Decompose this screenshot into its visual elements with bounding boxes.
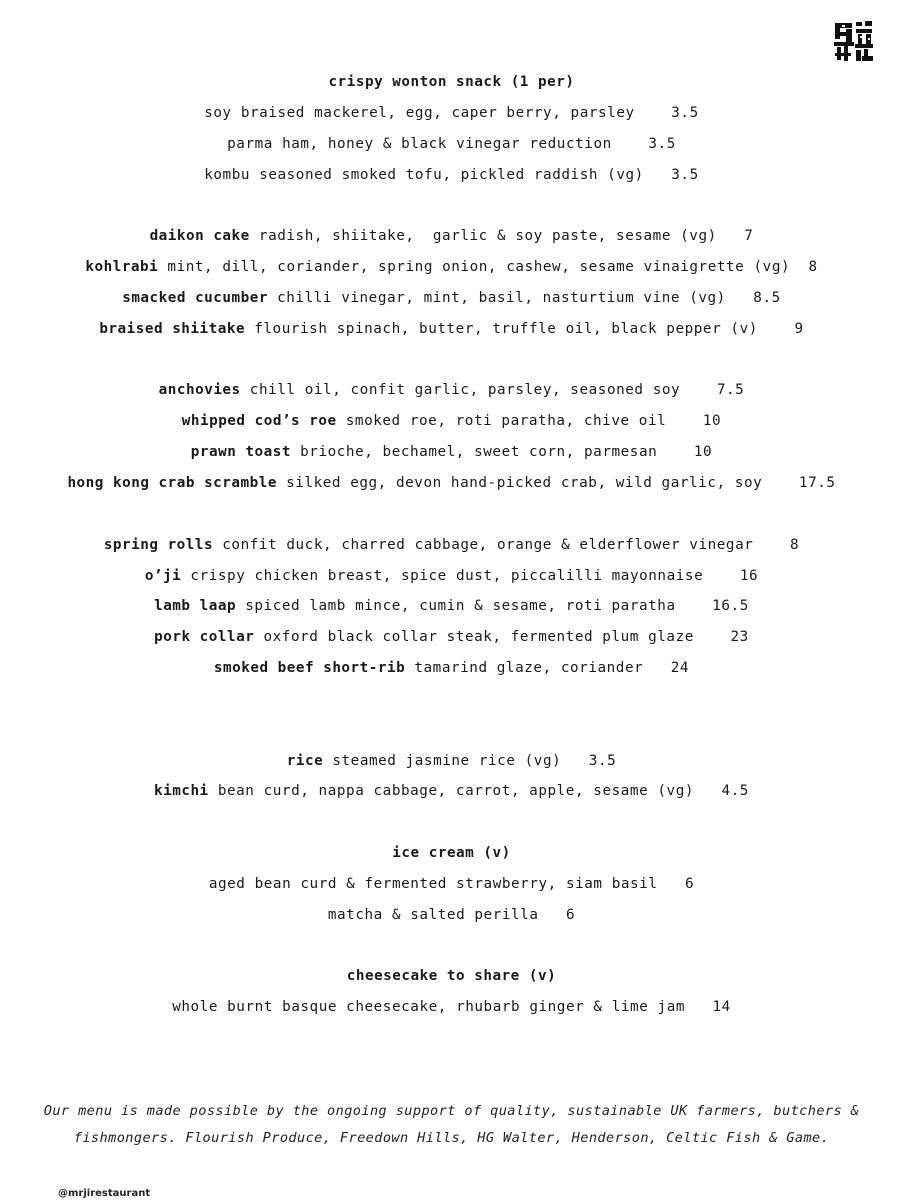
menu-item [0, 380, 903, 400]
menu-item-description: steamed jasmine rice (vg) 3.5 [323, 752, 617, 769]
section-spacer [0, 812, 903, 843]
sourcing-note-line: Our menu is made possible by the ongoing support of quality, sustainable UK farmers, butchers & [43, 1103, 860, 1119]
menu-item-description: soy braised mackerel, egg, caper berry, parsley 3.5 [204, 104, 699, 121]
menu-section-seafood [0, 380, 903, 493]
menu-item-description: bean curd, nappa cabbage, carrot, apple, sesame (vg) 4.5 [208, 783, 749, 800]
menu-item [0, 905, 903, 925]
menu-item-name: kimchi [154, 783, 209, 800]
menu-item-description: radish, shiitake, garlic & soy paste, sesame (vg) 7 [249, 228, 754, 245]
menu-item [0, 627, 903, 647]
menu-section-meat [0, 535, 903, 678]
menu-heading [0, 72, 903, 92]
menu-section-cheesecake [0, 966, 903, 1017]
menu-item-description: kombu seasoned smoked tofu, pickled raddish (vg) 3.5 [204, 166, 699, 183]
section-spacer [0, 350, 903, 381]
menu-heading-text: ice cream (v) [392, 845, 511, 862]
section-spacer [0, 936, 903, 967]
menu-item [0, 781, 903, 801]
menu-item-description: whole burnt basque cheesecake, rhubarb ginger & lime jam 14 [172, 999, 731, 1016]
menu-item-name: kohlrabi [85, 259, 159, 276]
restaurant-logo-icon [834, 20, 874, 62]
menu-item-name: braised shiitake [99, 320, 246, 337]
menu-heading-text: cheesecake to share (v) [346, 968, 557, 985]
menu-item [0, 535, 903, 555]
menu-item [0, 165, 903, 185]
menu-heading [0, 843, 903, 863]
menu-item-description: spiced lamb mince, cumin & sesame, roti paratha 16.5 [236, 598, 749, 615]
section-spacer [0, 195, 903, 226]
menu-item [0, 566, 903, 586]
social-handle: @mrjirestaurant [58, 1188, 151, 1199]
menu-item-name: pork collar [154, 629, 255, 646]
menu-item [0, 103, 903, 123]
menu-item [0, 226, 903, 246]
menu-item-name: whipped cod’s roe [181, 413, 337, 430]
menu-item-description: aged bean curd & fermented strawberry, siam basil 6 [208, 875, 695, 892]
section-spacer [0, 689, 903, 751]
menu-section-wonton [0, 72, 903, 185]
menu-section-sides [0, 751, 903, 802]
menu-item-description: chilli vinegar, mint, basil, nasturtium vine (vg) 8.5 [267, 289, 781, 306]
menu-item-name: smacked cucumber [122, 289, 268, 306]
menu-item [0, 257, 903, 277]
menu-item-description: smoked roe, roti paratha, chive oil 10 [336, 413, 722, 430]
menu-item-name: lamb laap [154, 598, 237, 615]
menu-item [0, 288, 903, 308]
menu-item-name: rice [286, 752, 324, 769]
menu-heading-text: crispy wonton snack (1 per) [328, 74, 575, 90]
menu-section-vegetables [0, 226, 903, 339]
menu-item-name: daikon cake [149, 228, 250, 245]
menu-item [0, 658, 903, 678]
menu-item-description: chill oil, confit garlic, parsley, seasoned soy 7.5 [240, 382, 745, 399]
menu-item [0, 997, 903, 1017]
menu-item-description: crispy chicken breast, spice dust, piccalilli mayonnaise 16 [181, 567, 759, 584]
menu-item-description: brioche, bechamel, sweet corn, parmesan 10 [290, 444, 713, 461]
sourcing-note [0, 1098, 903, 1152]
menu-heading [0, 966, 903, 986]
section-spacer [0, 504, 903, 535]
menu-item-name: hong kong crab scramble [67, 474, 277, 491]
menu-item [0, 134, 903, 154]
sourcing-note-line: fishmongers. Flourish Produce, Freedown Hills, HG Walter, Henderson, Celtic Fish & Game. [73, 1130, 830, 1146]
menu-item [0, 751, 903, 771]
menu-section-ice-cream [0, 843, 903, 925]
menu-item [0, 319, 903, 339]
menu-item-description: silked egg, devon hand-picked crab, wild garlic, soy 17.5 [276, 474, 836, 491]
menu-list [0, 72, 903, 1028]
menu-item [0, 874, 903, 894]
menu-item-description: mint, dill, coriander, spring onion, cashew, sesame vinaigrette (vg) 8 [158, 259, 818, 276]
menu-item-description: flourish spinach, butter, truffle oil, black pepper (v) 9 [245, 320, 804, 337]
menu-item-name: spring rolls [103, 536, 214, 553]
menu-item-description: matcha & salted perilla 6 [327, 906, 576, 923]
menu-item-description: tamarind glaze, coriander 24 [405, 660, 690, 677]
menu-item [0, 596, 903, 616]
menu-item [0, 411, 903, 431]
menu-item-description: oxford black collar steak, fermented plum glaze 23 [254, 629, 749, 646]
menu-item [0, 442, 903, 462]
menu-item-name: anchovies [158, 382, 241, 399]
menu-item-description: parma ham, honey & black vinegar reduction 3.5 [227, 135, 676, 152]
menu-item-description: confit duck, charred cabbage, orange & elderflower vinegar 8 [213, 536, 800, 553]
menu-item-name: o’ji [144, 567, 182, 584]
menu-item-name: smoked beef short-rib [213, 660, 406, 677]
menu-item [0, 473, 903, 493]
menu-item-name: prawn toast [190, 444, 291, 461]
